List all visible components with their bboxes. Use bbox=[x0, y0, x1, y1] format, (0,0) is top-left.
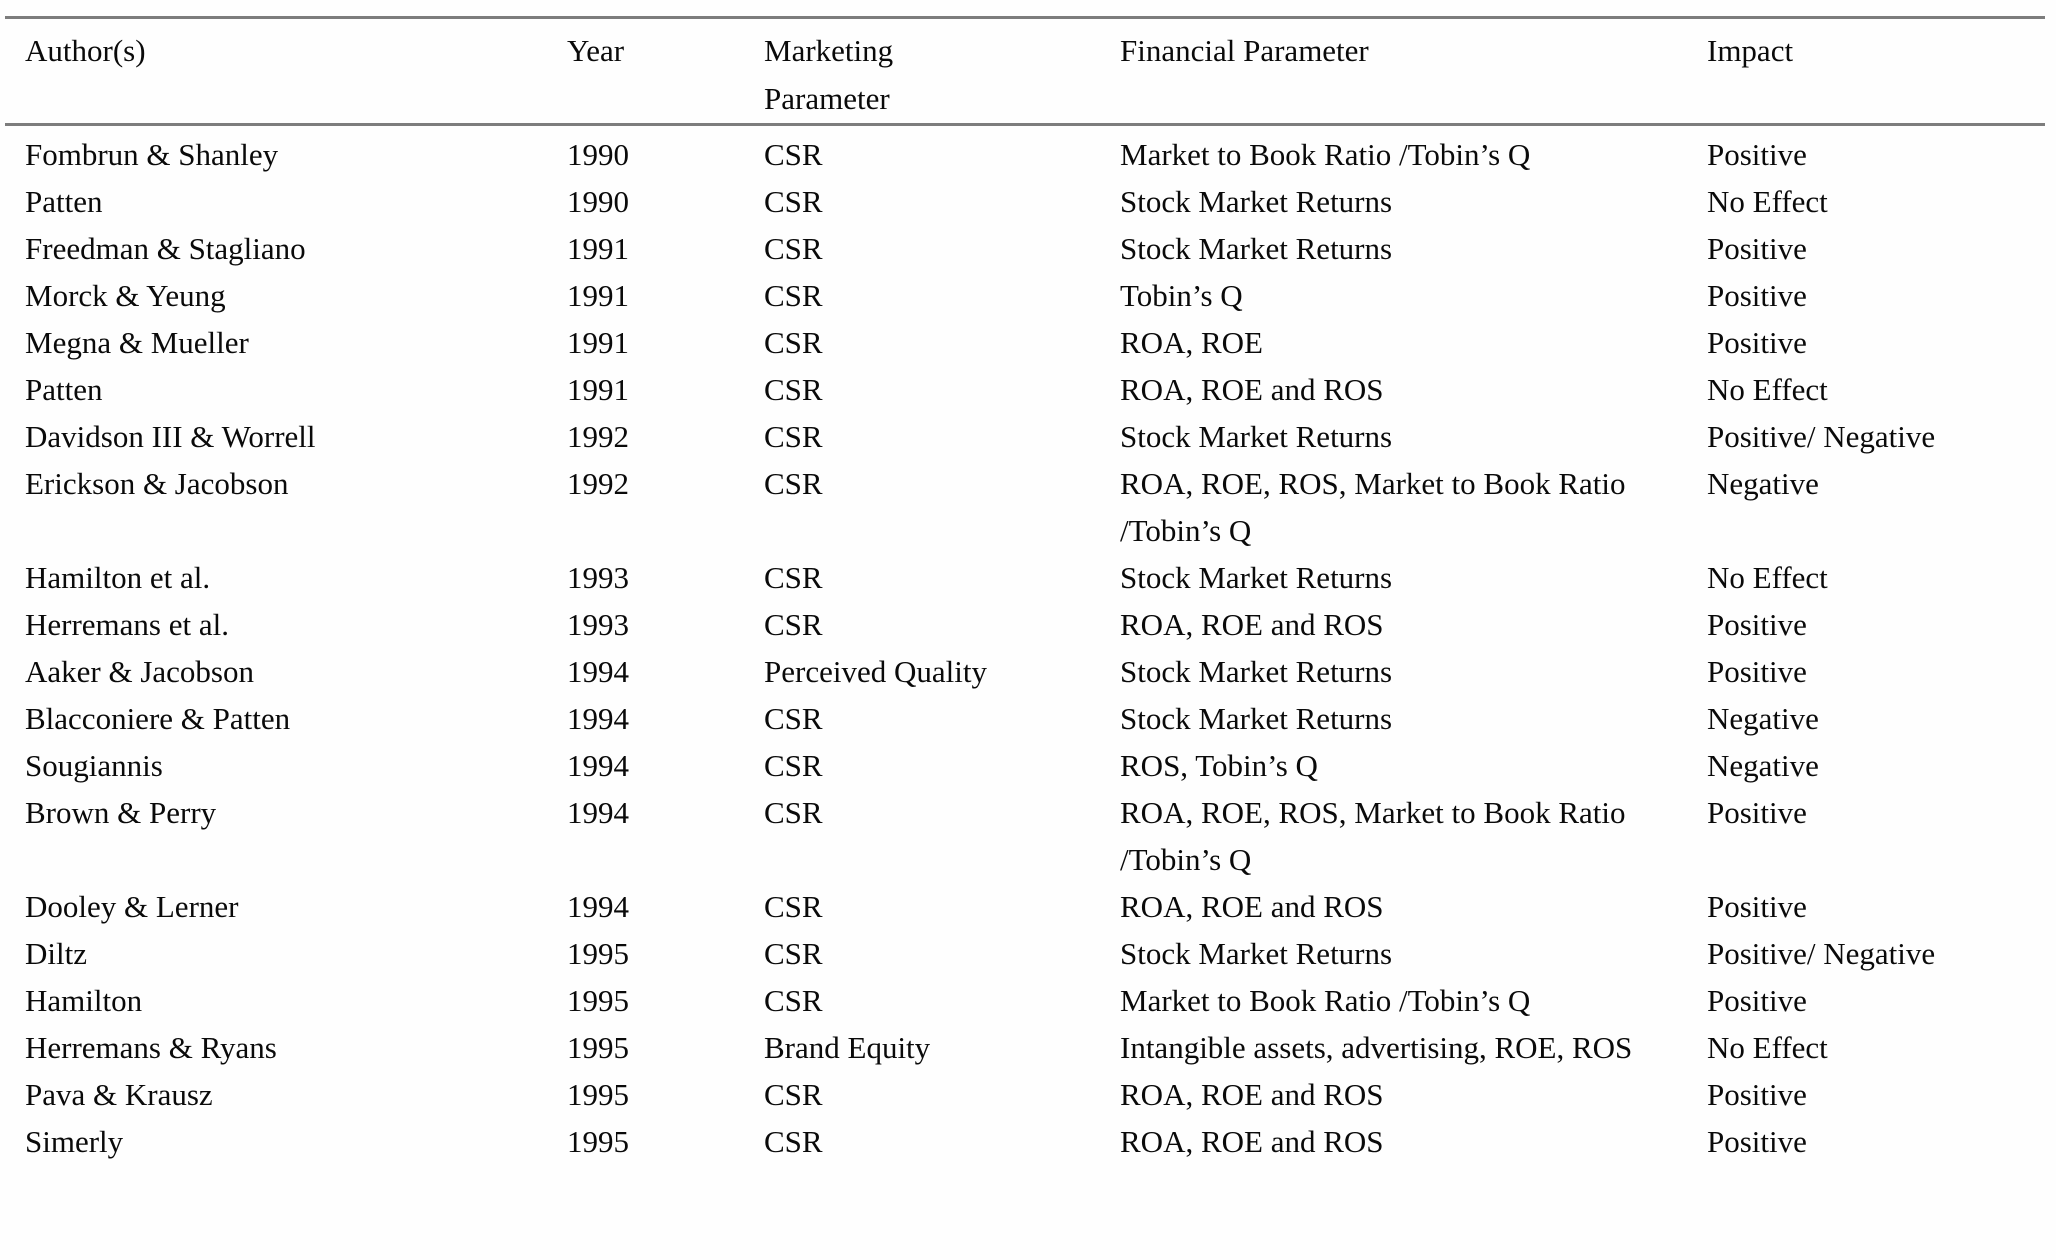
financial-cell: Stock Market Returns bbox=[1120, 231, 1393, 266]
table-row bbox=[5, 601, 2045, 648]
year-cell: 1991 bbox=[567, 278, 629, 313]
impact-cell: Positive bbox=[1707, 231, 1807, 266]
marketing-cell: CSR bbox=[764, 889, 823, 924]
table-row bbox=[5, 125, 2045, 179]
author-cell: Davidson III & Worrell bbox=[25, 419, 316, 454]
year-cell: 1993 bbox=[567, 560, 629, 595]
author-cell: Patten bbox=[25, 184, 103, 219]
impact-cell: No Effect bbox=[1707, 1030, 1828, 1065]
table-row bbox=[5, 648, 2045, 695]
impact-cell: Positive bbox=[1707, 137, 1807, 172]
studies-table bbox=[5, 16, 2045, 1165]
impact-cell: Positive bbox=[1707, 278, 1807, 313]
financial-cell: Stock Market Returns bbox=[1120, 654, 1393, 689]
financial-cell: ROA, ROE and ROS bbox=[1120, 372, 1384, 407]
author-cell: Freedman & Stagliano bbox=[25, 231, 306, 266]
column-header-impact: Impact bbox=[1707, 18, 2045, 125]
author-cell: Hamilton et al. bbox=[25, 560, 211, 595]
column-header-financial: Financial Parameter bbox=[1120, 18, 1707, 125]
impact-cell: No Effect bbox=[1707, 372, 1828, 407]
table-row bbox=[5, 319, 2045, 366]
marketing-cell: CSR bbox=[764, 607, 823, 642]
marketing-cell: CSR bbox=[764, 1124, 823, 1159]
financial-cell: Stock Market Returns bbox=[1120, 701, 1393, 736]
year-cell: 1995 bbox=[567, 1077, 629, 1112]
financial-cell: Tobin’s Q bbox=[1120, 278, 1243, 313]
year-cell: 1992 bbox=[567, 419, 629, 454]
marketing-cell: Brand Equity bbox=[764, 1030, 931, 1065]
financial-cell: ROA, ROE and ROS bbox=[1120, 1077, 1384, 1112]
author-cell: Megna & Mueller bbox=[25, 325, 249, 360]
marketing-cell: CSR bbox=[764, 936, 823, 971]
financial-cell: Market to Book Ratio /Tobin’s Q bbox=[1120, 137, 1531, 172]
year-cell: 1991 bbox=[567, 325, 629, 360]
impact-cell: Positive bbox=[1707, 607, 1807, 642]
table-row bbox=[5, 1118, 2045, 1165]
author-cell: Diltz bbox=[25, 936, 87, 971]
table-row bbox=[5, 977, 2045, 1024]
marketing-cell: CSR bbox=[764, 231, 823, 266]
year-cell: 1991 bbox=[567, 372, 629, 407]
author-cell: Hamilton bbox=[25, 983, 143, 1018]
marketing-cell: CSR bbox=[764, 325, 823, 360]
table-row bbox=[5, 225, 2045, 272]
impact-cell: Negative bbox=[1707, 701, 1819, 736]
author-cell: Fombrun & Shanley bbox=[25, 137, 279, 172]
year-cell: 1994 bbox=[567, 795, 629, 830]
impact-cell: Positive bbox=[1707, 654, 1807, 689]
year-cell: 1991 bbox=[567, 231, 629, 266]
financial-cell: Stock Market Returns bbox=[1120, 936, 1393, 971]
financial-cell: Stock Market Returns bbox=[1120, 419, 1393, 454]
table-row bbox=[5, 883, 2045, 930]
financial-cell: Intangible assets, advertising, ROE, ROS bbox=[1120, 1030, 1633, 1065]
impact-cell: Positive bbox=[1707, 795, 1807, 830]
financial-cell: ROA, ROE and ROS bbox=[1120, 607, 1384, 642]
marketing-cell: CSR bbox=[764, 748, 823, 783]
author-cell: Morck & Yeung bbox=[25, 278, 226, 313]
year-cell: 1990 bbox=[567, 184, 629, 219]
year-cell: 1992 bbox=[567, 466, 629, 501]
table-row bbox=[5, 554, 2045, 601]
author-cell: Dooley & Lerner bbox=[25, 889, 239, 924]
header-row bbox=[5, 18, 2045, 125]
author-cell: Erickson & Jacobson bbox=[25, 466, 289, 501]
table-row bbox=[5, 930, 2045, 977]
author-cell: Herremans et al. bbox=[25, 607, 229, 642]
year-cell: 1990 bbox=[567, 137, 629, 172]
impact-cell: Positive/ Negative bbox=[1707, 419, 1936, 454]
marketing-cell: CSR bbox=[764, 560, 823, 595]
year-cell: 1995 bbox=[567, 1030, 629, 1065]
financial-cell: ROS, Tobin’s Q bbox=[1120, 748, 1318, 783]
table-body bbox=[5, 125, 2045, 1166]
year-cell: 1994 bbox=[567, 654, 629, 689]
table-row bbox=[5, 413, 2045, 460]
impact-cell: Positive bbox=[1707, 1124, 1807, 1159]
table-header bbox=[5, 18, 2045, 125]
impact-cell: Negative bbox=[1707, 466, 1819, 501]
financial-cell: Stock Market Returns bbox=[1120, 184, 1393, 219]
marketing-cell: CSR bbox=[764, 983, 823, 1018]
year-cell: 1995 bbox=[567, 1124, 629, 1159]
marketing-cell: CSR bbox=[764, 419, 823, 454]
table-row bbox=[5, 789, 2045, 883]
author-cell: Sougiannis bbox=[25, 748, 163, 783]
table-row bbox=[5, 178, 2045, 225]
financial-cell: ROA, ROE, ROS, Market to Book Ratio /Tobin’s Q bbox=[1120, 466, 1626, 548]
marketing-cell: CSR bbox=[764, 1077, 823, 1112]
impact-cell: Positive bbox=[1707, 325, 1807, 360]
marketing-cell: CSR bbox=[764, 278, 823, 313]
author-cell: Herremans & Ryans bbox=[25, 1030, 277, 1065]
author-cell: Brown & Perry bbox=[25, 795, 217, 830]
marketing-cell: Perceived Quality bbox=[764, 654, 987, 689]
column-header-authors: Author(s) bbox=[5, 18, 567, 125]
year-cell: 1994 bbox=[567, 701, 629, 736]
year-cell: 1995 bbox=[567, 983, 629, 1018]
table-row bbox=[5, 460, 2045, 554]
impact-cell: No Effect bbox=[1707, 560, 1828, 595]
table-row bbox=[5, 272, 2045, 319]
financial-cell: ROA, ROE and ROS bbox=[1120, 1124, 1384, 1159]
financial-cell: ROA, ROE, ROS, Market to Book Ratio /Tobin’s Q bbox=[1120, 795, 1626, 877]
financial-cell: ROA, ROE and ROS bbox=[1120, 889, 1384, 924]
marketing-cell: CSR bbox=[764, 184, 823, 219]
impact-cell: Negative bbox=[1707, 748, 1819, 783]
column-header-year: Year bbox=[567, 18, 764, 125]
marketing-cell: CSR bbox=[764, 701, 823, 736]
impact-cell: Positive/ Negative bbox=[1707, 936, 1936, 971]
marketing-cell: CSR bbox=[764, 466, 823, 501]
marketing-cell: CSR bbox=[764, 795, 823, 830]
impact-cell: Positive bbox=[1707, 1077, 1807, 1112]
financial-cell: Stock Market Returns bbox=[1120, 560, 1393, 595]
author-cell: Aaker & Jacobson bbox=[25, 654, 254, 689]
financial-cell: Market to Book Ratio /Tobin’s Q bbox=[1120, 983, 1531, 1018]
financial-cell: ROA, ROE bbox=[1120, 325, 1263, 360]
table-row bbox=[5, 742, 2045, 789]
impact-cell: Positive bbox=[1707, 983, 1807, 1018]
author-cell: Pava & Krausz bbox=[25, 1077, 213, 1112]
table-row bbox=[5, 366, 2045, 413]
column-header-marketing-label: Marketing Parameter bbox=[764, 33, 894, 116]
author-cell: Simerly bbox=[25, 1124, 124, 1159]
column-header-marketing bbox=[764, 18, 1120, 125]
year-cell: 1994 bbox=[567, 889, 629, 924]
author-cell: Blacconiere & Patten bbox=[25, 701, 291, 736]
year-cell: 1994 bbox=[567, 748, 629, 783]
year-cell: 1995 bbox=[567, 936, 629, 971]
table-row bbox=[5, 1071, 2045, 1118]
table-row bbox=[5, 1024, 2045, 1071]
marketing-cell: CSR bbox=[764, 137, 823, 172]
author-cell: Patten bbox=[25, 372, 103, 407]
marketing-cell: CSR bbox=[764, 372, 823, 407]
year-cell: 1993 bbox=[567, 607, 629, 642]
table-row bbox=[5, 695, 2045, 742]
impact-cell: No Effect bbox=[1707, 184, 1828, 219]
impact-cell: Positive bbox=[1707, 889, 1807, 924]
